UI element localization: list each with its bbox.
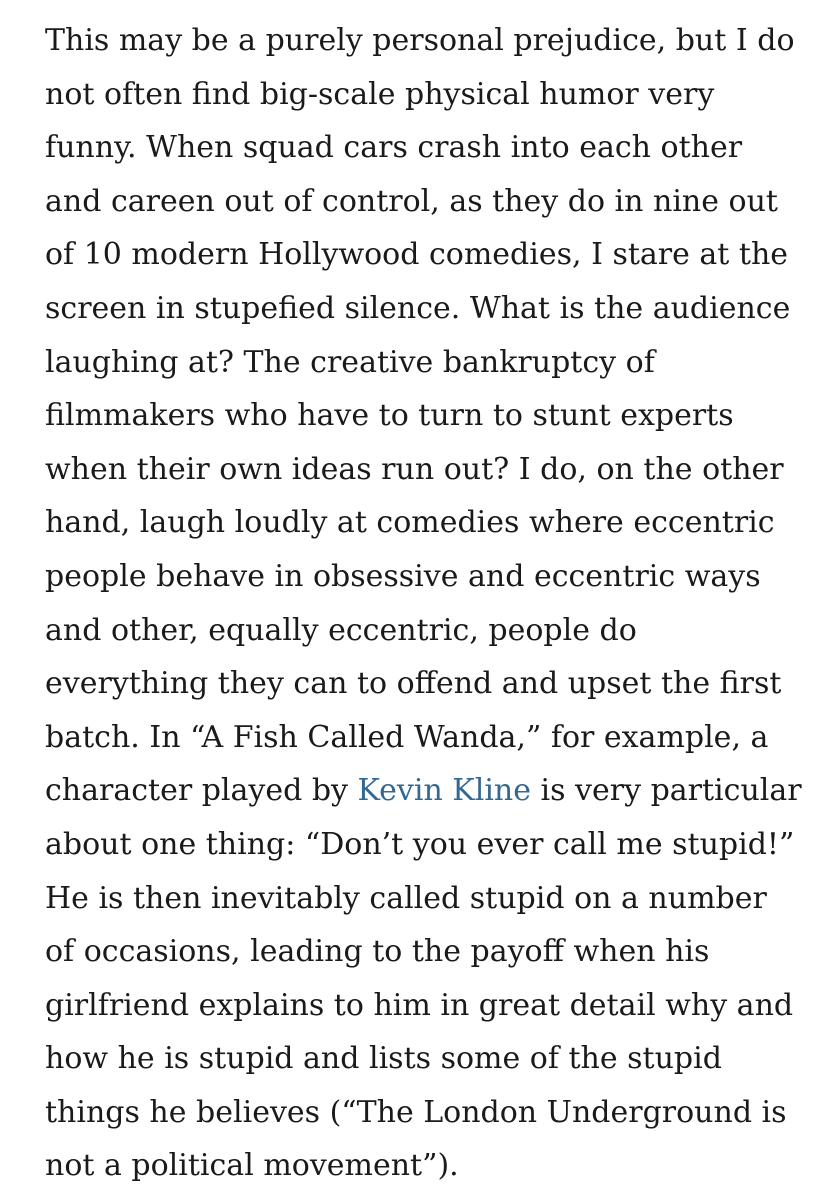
paragraph-line: not a political movement”). <box>45 1148 459 1184</box>
kevin-kline-link[interactable]: Kevin Kline <box>357 773 531 809</box>
paragraph-line: girlfriend explains to him in great detail why and <box>45 987 794 1023</box>
paragraph-line: how he is stupid and lists some of the stupid <box>45 1041 722 1077</box>
paragraph-line: screen in stupefied silence. What is the audience <box>45 290 791 326</box>
paragraph-line: everything they can to offend and upset the first <box>45 666 782 702</box>
paragraph-line: funny. When squad cars crash into each other <box>45 130 743 166</box>
link-line-before: character played by <box>45 773 358 809</box>
link-line-after: is very particular <box>530 773 802 809</box>
paragraph-line: about one thing: “Don’t you ever call me stupid!” <box>45 826 795 862</box>
paragraph-line-with-link <box>45 764 813 818</box>
paragraph-line: He is then inevitably called stupid on a number <box>45 880 767 916</box>
paragraph-line: filmmakers who have to turn to stunt experts <box>45 398 734 434</box>
paragraph-line: hand, laugh loudly at comedies where eccentric <box>45 505 775 541</box>
paragraph-line: and other, equally eccentric, people do <box>45 612 637 648</box>
paragraph-line: things he believes (“The London Underground is <box>45 1094 787 1130</box>
paragraph-line: laughing at? The creative bankruptcy of <box>45 344 655 380</box>
article-paragraph <box>45 14 813 1193</box>
paragraph-line: people behave in obsessive and eccentric ways <box>45 558 761 594</box>
paragraph-line: and careen out of control, as they do in nine out <box>45 183 778 219</box>
paragraph-line: of occasions, leading to the payoff when his <box>45 934 710 970</box>
paragraph-line: batch. In “A Fish Called Wanda,” for example, a <box>45 719 769 755</box>
paragraph-line: of 10 modern Hollywood comedies, I stare at the <box>45 237 789 273</box>
paragraph-line: not often find big-scale physical humor very <box>45 76 715 112</box>
paragraph-line: when their own ideas run out? I do, on the other <box>45 451 784 487</box>
paragraph-line: This may be a purely personal prejudice, but I do <box>45 23 795 58</box>
